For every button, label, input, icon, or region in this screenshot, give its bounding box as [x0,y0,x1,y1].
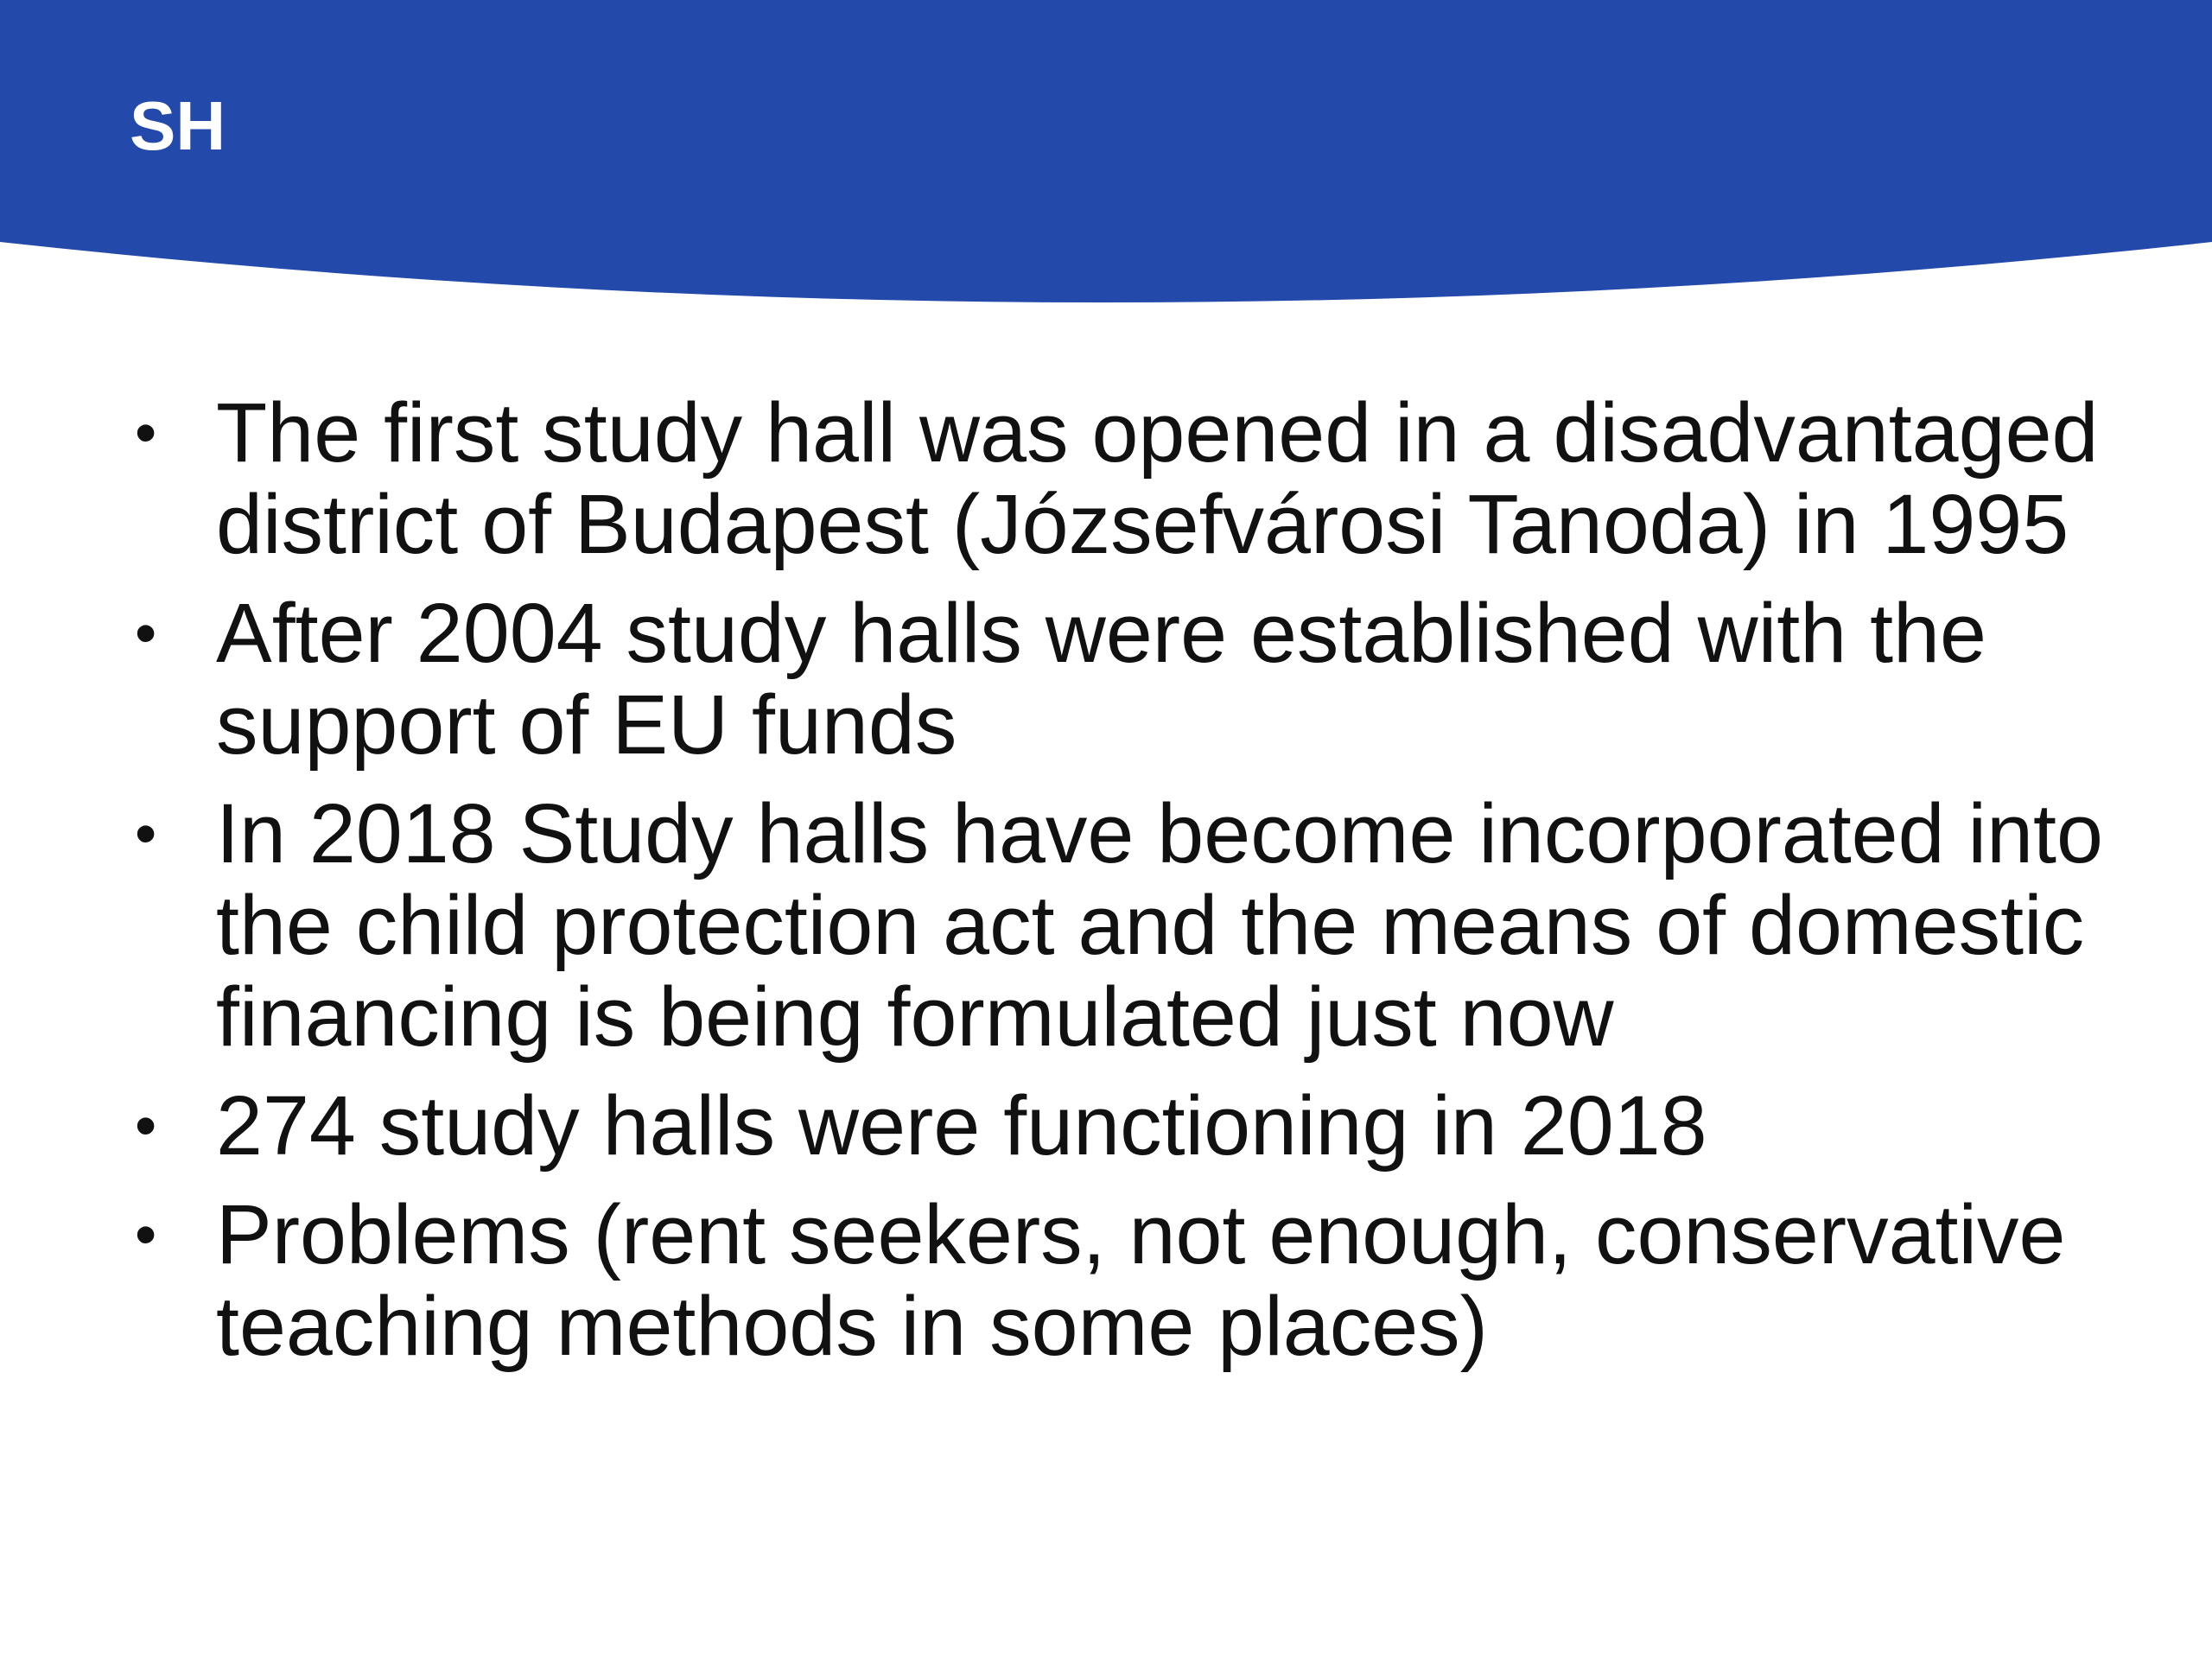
bullet-dot-icon: • [135,398,157,467]
header-curve-shape [0,0,2212,311]
bullet-list [130,387,2117,1389]
bullet-text: 274 study halls were functioning in 2018 [216,1078,1707,1173]
bullet-text: After 2004 study halls were established with the support of EU funds [216,586,1986,772]
header-band [0,0,2212,311]
bullet-item [130,387,2117,570]
slide-title: SH [130,87,226,164]
bullet-text: Problems (rent seekers, not enough, conservative teaching methods in some places) [216,1187,2066,1373]
bullet-dot-icon: • [135,599,157,668]
bullet-dot-icon: • [135,1200,157,1269]
bullet-dot-icon: • [135,799,157,868]
bullet-text: The first study hall was opened in a disadvantaged district of Budapest (Józsefvárosi Tanoda) in 1995 [216,385,2099,571]
bullet-item [130,588,2117,771]
bullet-item [130,1080,2117,1172]
bullet-item [130,788,2117,1063]
bullet-item [130,1189,2117,1372]
bullet-text: In 2018 Study halls have become incorporated into the child protection act and the means of domestic financing is being formulated just now [216,786,2103,1064]
header-curve-path [0,0,2212,302]
bullet-dot-icon: • [135,1091,157,1160]
